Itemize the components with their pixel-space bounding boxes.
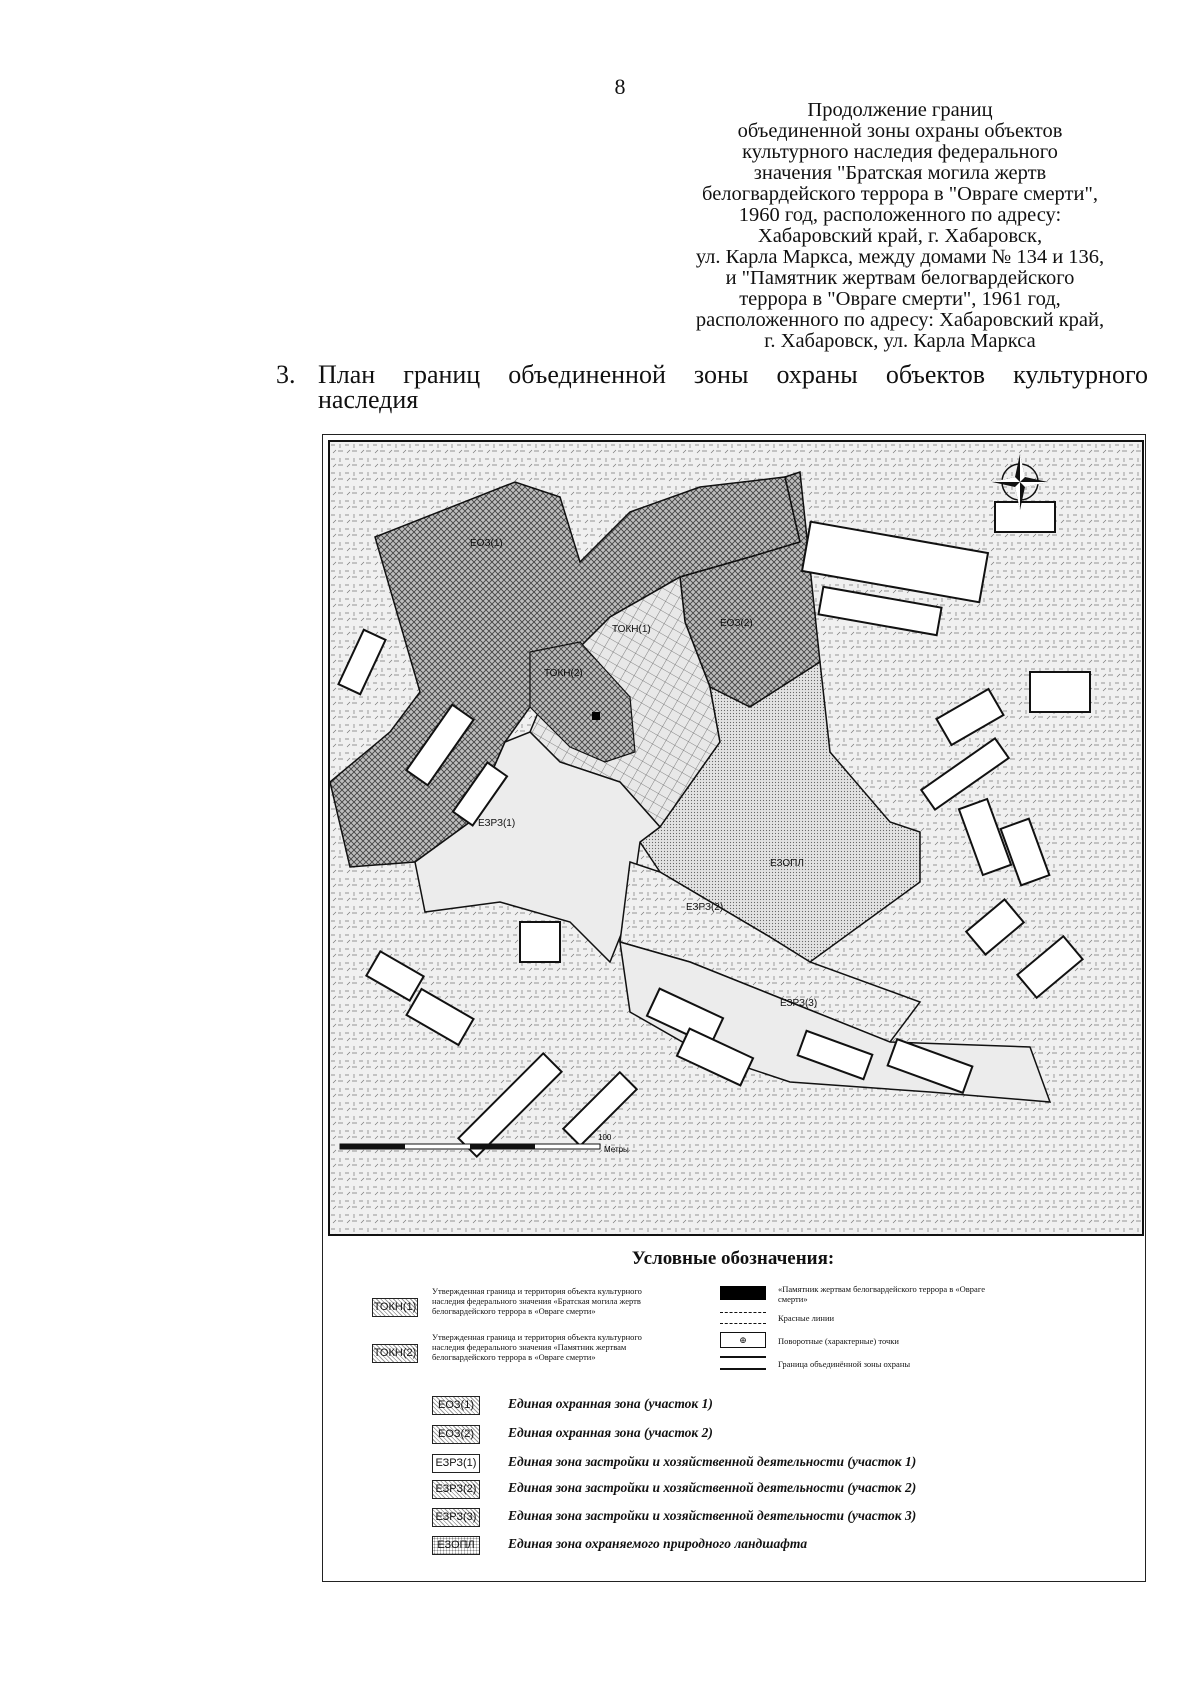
zone-map <box>328 440 1144 1236</box>
legend-text-ezopl: Единая зона охраняемого природного ландшафта <box>508 1536 808 1551</box>
legend-title: Условные обозначения: <box>631 1248 835 1269</box>
heading-line: г. Хабаровск, ул. Карла Маркса <box>764 330 1036 352</box>
label-ezrz1: ЕЗРЗ(1) <box>478 818 516 829</box>
heading-line: расположенного по адресу: Хабаровский край, <box>695 309 1105 331</box>
label-eoz2: ЕОЗ(2) <box>720 618 753 629</box>
legend-symbol-eoz1: ЕОЗ(1) <box>432 1396 480 1415</box>
label-tokn2: ТОКН(2) <box>544 668 583 679</box>
heading-line: белогвардейского террора в "Овраге смерти", <box>702 183 1098 205</box>
heading-line: Продолжение границ <box>807 99 993 121</box>
scale-value: 100 <box>598 1133 612 1142</box>
legend-symbol-points: ⊕ <box>720 1332 766 1348</box>
heading-line: значения "Братская могила жертв <box>753 162 1047 184</box>
legend-symbol-ezopl: ЕЗОПЛ <box>432 1536 480 1555</box>
heading-line: ул. Карла Маркса, между домами № 134 и 136, <box>695 246 1105 268</box>
section-number: 3. <box>276 360 296 389</box>
heading-line: объединенной зоны охраны объектов <box>737 120 1063 142</box>
document-heading <box>640 100 1160 352</box>
legend-symbol-tokn2: ТОКН(2) <box>372 1344 418 1363</box>
label-eoz1: ЕОЗ(1) <box>470 538 503 549</box>
heading-line: и "Памятник жертвам белогвардейского <box>725 267 1075 289</box>
legend <box>322 1240 1144 1580</box>
legend-text-eoz1: Единая охранная зона (участок 1) <box>508 1396 713 1411</box>
legend-symbol-ezrz1: ЕЗРЗ(1) <box>432 1454 480 1473</box>
legend-text-eoz2: Единая охранная зона (участок 2) <box>508 1425 713 1440</box>
legend-text-boundary: Граница объединённой зоны охраны <box>778 1359 911 1369</box>
legend-text-points: Поворотные (характерные) точки <box>778 1336 899 1346</box>
legend-text-tokn1: Утвержденная граница и территория объекта культурного наследия федерального значения «Братская могила жертв белогвардейского террора в «Овраге смерти» <box>432 1286 642 1316</box>
legend-text-ezrz3: Единая зона застройки и хозяйственной деятельности (участок 3) <box>508 1508 917 1523</box>
legend-symbol-red-lines <box>720 1312 766 1324</box>
legend-text-ezrz2: Единая зона застройки и хозяйственной деятельности (участок 2) <box>508 1480 917 1495</box>
legend-text-tokn2: Утвержденная граница и территория объекта культурного наследия федерального значения «Памятник жертвам белогвардейского террора в «Овраге смерти» <box>432 1332 642 1362</box>
legend-text-ezrz1: Единая зона застройки и хозяйственной деятельности (участок 1) <box>508 1454 917 1469</box>
legend-symbol-monument <box>720 1286 766 1300</box>
legend-symbol-ezrz3: ЕЗРЗ(3) <box>432 1508 480 1527</box>
legend-symbol-eoz2: ЕОЗ(2) <box>432 1425 480 1444</box>
heading-line: террора в "Овраге смерти", 1961 год, <box>739 288 1061 310</box>
heading-line: культурного наследия федерального <box>742 141 1058 163</box>
legend-symbol-ezrz2: ЕЗРЗ(2) <box>432 1480 480 1499</box>
scale-label: Метры <box>604 1145 629 1154</box>
heading-line: 1960 год, расположенного по адресу: <box>738 204 1062 226</box>
label-ezopl: ЕЗОПЛ <box>770 858 804 869</box>
label-tokn1: ТОКН(1) <box>612 624 651 635</box>
legend-symbol-tokn1: ТОКН(1) <box>372 1298 418 1317</box>
legend-text-monument: «Памятник жертвам белогвардейского террора в «Овраге смерти» <box>778 1284 985 1304</box>
section-title-line1: План границ объединенной зоны охраны объектов культурного <box>318 360 1148 389</box>
heading-line: Хабаровский край, г. Хабаровск, <box>757 225 1043 247</box>
label-ezrz3: ЕЗРЗ(3) <box>780 998 818 1009</box>
section-title-line2: наследия <box>318 385 419 414</box>
monument-marker <box>592 712 600 720</box>
page-number: 8 <box>614 74 626 99</box>
label-ezrz2: ЕЗРЗ(2) <box>686 902 724 913</box>
legend-text-red-lines: Красные линии <box>778 1313 835 1323</box>
legend-symbol-boundary <box>720 1356 766 1370</box>
